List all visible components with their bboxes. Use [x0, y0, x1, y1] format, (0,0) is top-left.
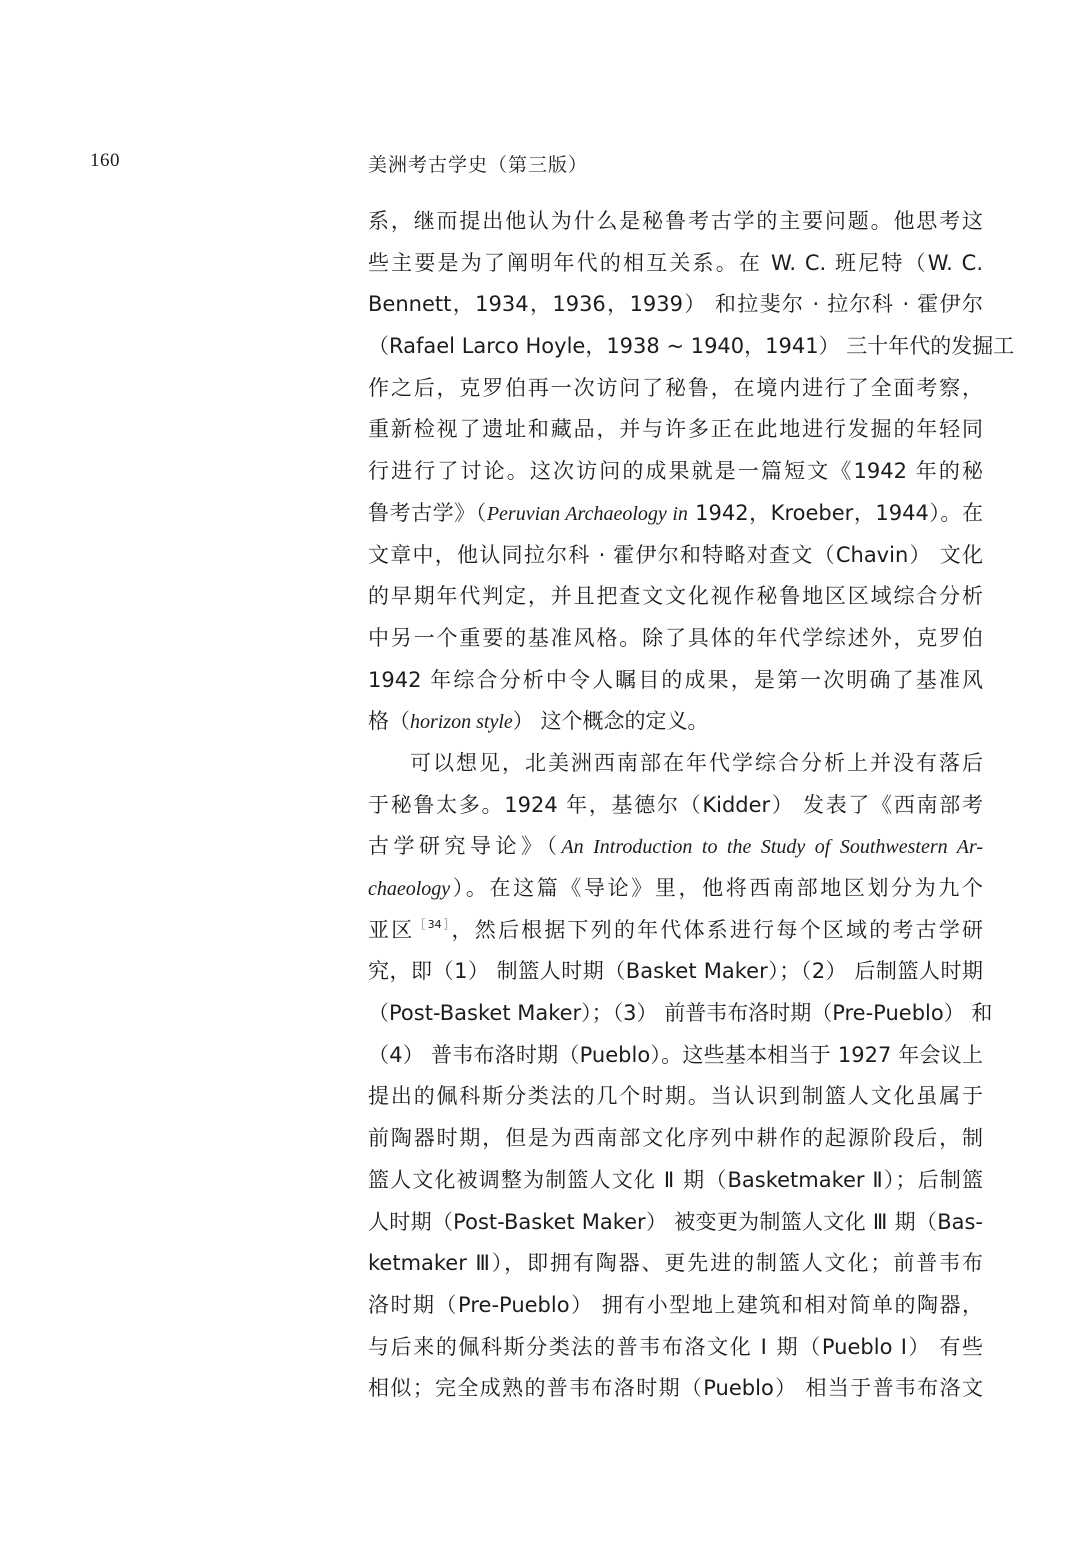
text-line: 洛时期（Pre-Pueblo） 拥有小型地上建筑和相对简单的陶器， — [368, 1292, 983, 1317]
text-line: 1942 年综合分析中令人瞩目的成果，是第一次明确了基准风 — [368, 667, 983, 692]
text-line: 相似；完全成熟的普韦布洛时期（Pueblo） 相当于普韦布洛文 — [368, 1376, 983, 1401]
text-line: 篮人文化被调整为制篮人文化 Ⅱ 期（Basketmaker Ⅱ）；后制篮 — [368, 1167, 983, 1192]
text-line: 于秘鲁太多。1924 年，基德尔（Kidder） 发表了《西南部考 — [368, 792, 983, 817]
text-line — [368, 493, 983, 535]
italic-title: chaeology — [368, 878, 451, 900]
text-line: 的早期年代判定，并且把查文文化视作秘鲁地区区域综合分析 — [368, 584, 983, 609]
text-line: 究，即（1） 制篮人时期（Basket Maker）；（2） 后制篮人时期 — [368, 959, 983, 984]
text-line: 中另一个重要的基准风格。除了具体的年代学综述外，克罗伯 — [368, 625, 983, 650]
italic-title: Peruvian Archaeology in — [486, 502, 688, 525]
text-line: （Rafael Larco Hoyle，1938 ~ 1940，1941） 三十年代的发掘工 — [368, 334, 1015, 359]
text-line: 与后来的佩科斯分类法的普韦布洛文化 Ⅰ 期（Pueblo Ⅰ） 有些 — [368, 1334, 983, 1359]
text-line: （Post-Basket Maker）；（3） 前普韦布洛时期（Pre-Pueblo） 和 — [368, 1001, 993, 1026]
text-line: （4） 普韦布洛时期（Pueblo）。这些基本相当于 1927 年会议上 — [368, 1042, 983, 1067]
text-line: 可以想见，北美洲西南部在年代学综合分析上并没有落后 — [410, 750, 983, 775]
body-text — [368, 201, 1015, 1410]
text-line — [368, 701, 983, 743]
page-number: 160 — [90, 150, 120, 171]
running-title: 美洲考古学史（第三版） — [368, 154, 589, 176]
text-line: Bennett，1934，1936，1939） 和拉斐尔 · 拉尔科 · 霍伊尔 — [368, 292, 983, 317]
text-line: 系，继而提出他认为什么是秘鲁考古学的主要问题。他思考这 — [368, 209, 983, 233]
text-line: 文章中，他认同拉尔科 · 霍伊尔和特略对查文（Chavin） 文化 — [368, 542, 983, 567]
text-line — [368, 868, 983, 910]
footnote-marker: ［34］ — [414, 917, 452, 931]
text-line: 作之后，克罗伯再一次访问了秘鲁，在境内进行了全面考察， — [368, 375, 983, 400]
text-line: ketmaker Ⅲ），即拥有陶器、更先进的制篮人文化；前普韦布 — [368, 1251, 983, 1276]
text-segment: ） 这个概念的定义。 — [512, 709, 709, 734]
text-line: 人时期（Post-Basket Maker） 被变更为制篮人文化 Ⅲ 期（Bas- — [368, 1209, 983, 1234]
text-line: 些主要是为了阐明年代的相互关系。在 W. C. 班尼特（W. C. — [368, 250, 983, 275]
text-segment: 格（ — [368, 709, 410, 734]
text-segment: 鲁考古学》（ — [368, 500, 487, 525]
text-segment: ，然后根据下列的年代体系进行每个区域的考古学研 — [451, 917, 984, 942]
text-line — [368, 826, 983, 868]
paragraph-1 — [368, 201, 1015, 743]
text-line: 重新检视了遗址和藏品，并与许多正在此地进行发掘的年轻同 — [368, 417, 983, 442]
text-line — [368, 910, 983, 952]
italic-term: horizon style — [410, 711, 513, 734]
text-segment: 1942，Kroeber，1944）。在 — [687, 500, 983, 525]
paragraph-2 — [368, 743, 993, 1410]
italic-title: An Introduction to the Study of Southwestern Ar- — [561, 836, 983, 859]
text-line: 前陶器时期，但是为西南部文化序列中耕作的起源阶段后，制 — [368, 1126, 983, 1151]
text-line: 行进行了讨论。这次访问的成果就是一篇短文《1942 年的秘 — [368, 459, 983, 484]
text-line: 提出的佩科斯分类法的几个时期。当认识到制篮人文化虽属于 — [368, 1084, 983, 1109]
text-segment: 古学研究导论》（ — [368, 834, 562, 859]
text-segment: 亚区 — [368, 917, 415, 942]
text-segment: ）。在这篇《导论》里，他将西南部地区划分为九个 — [450, 876, 983, 900]
